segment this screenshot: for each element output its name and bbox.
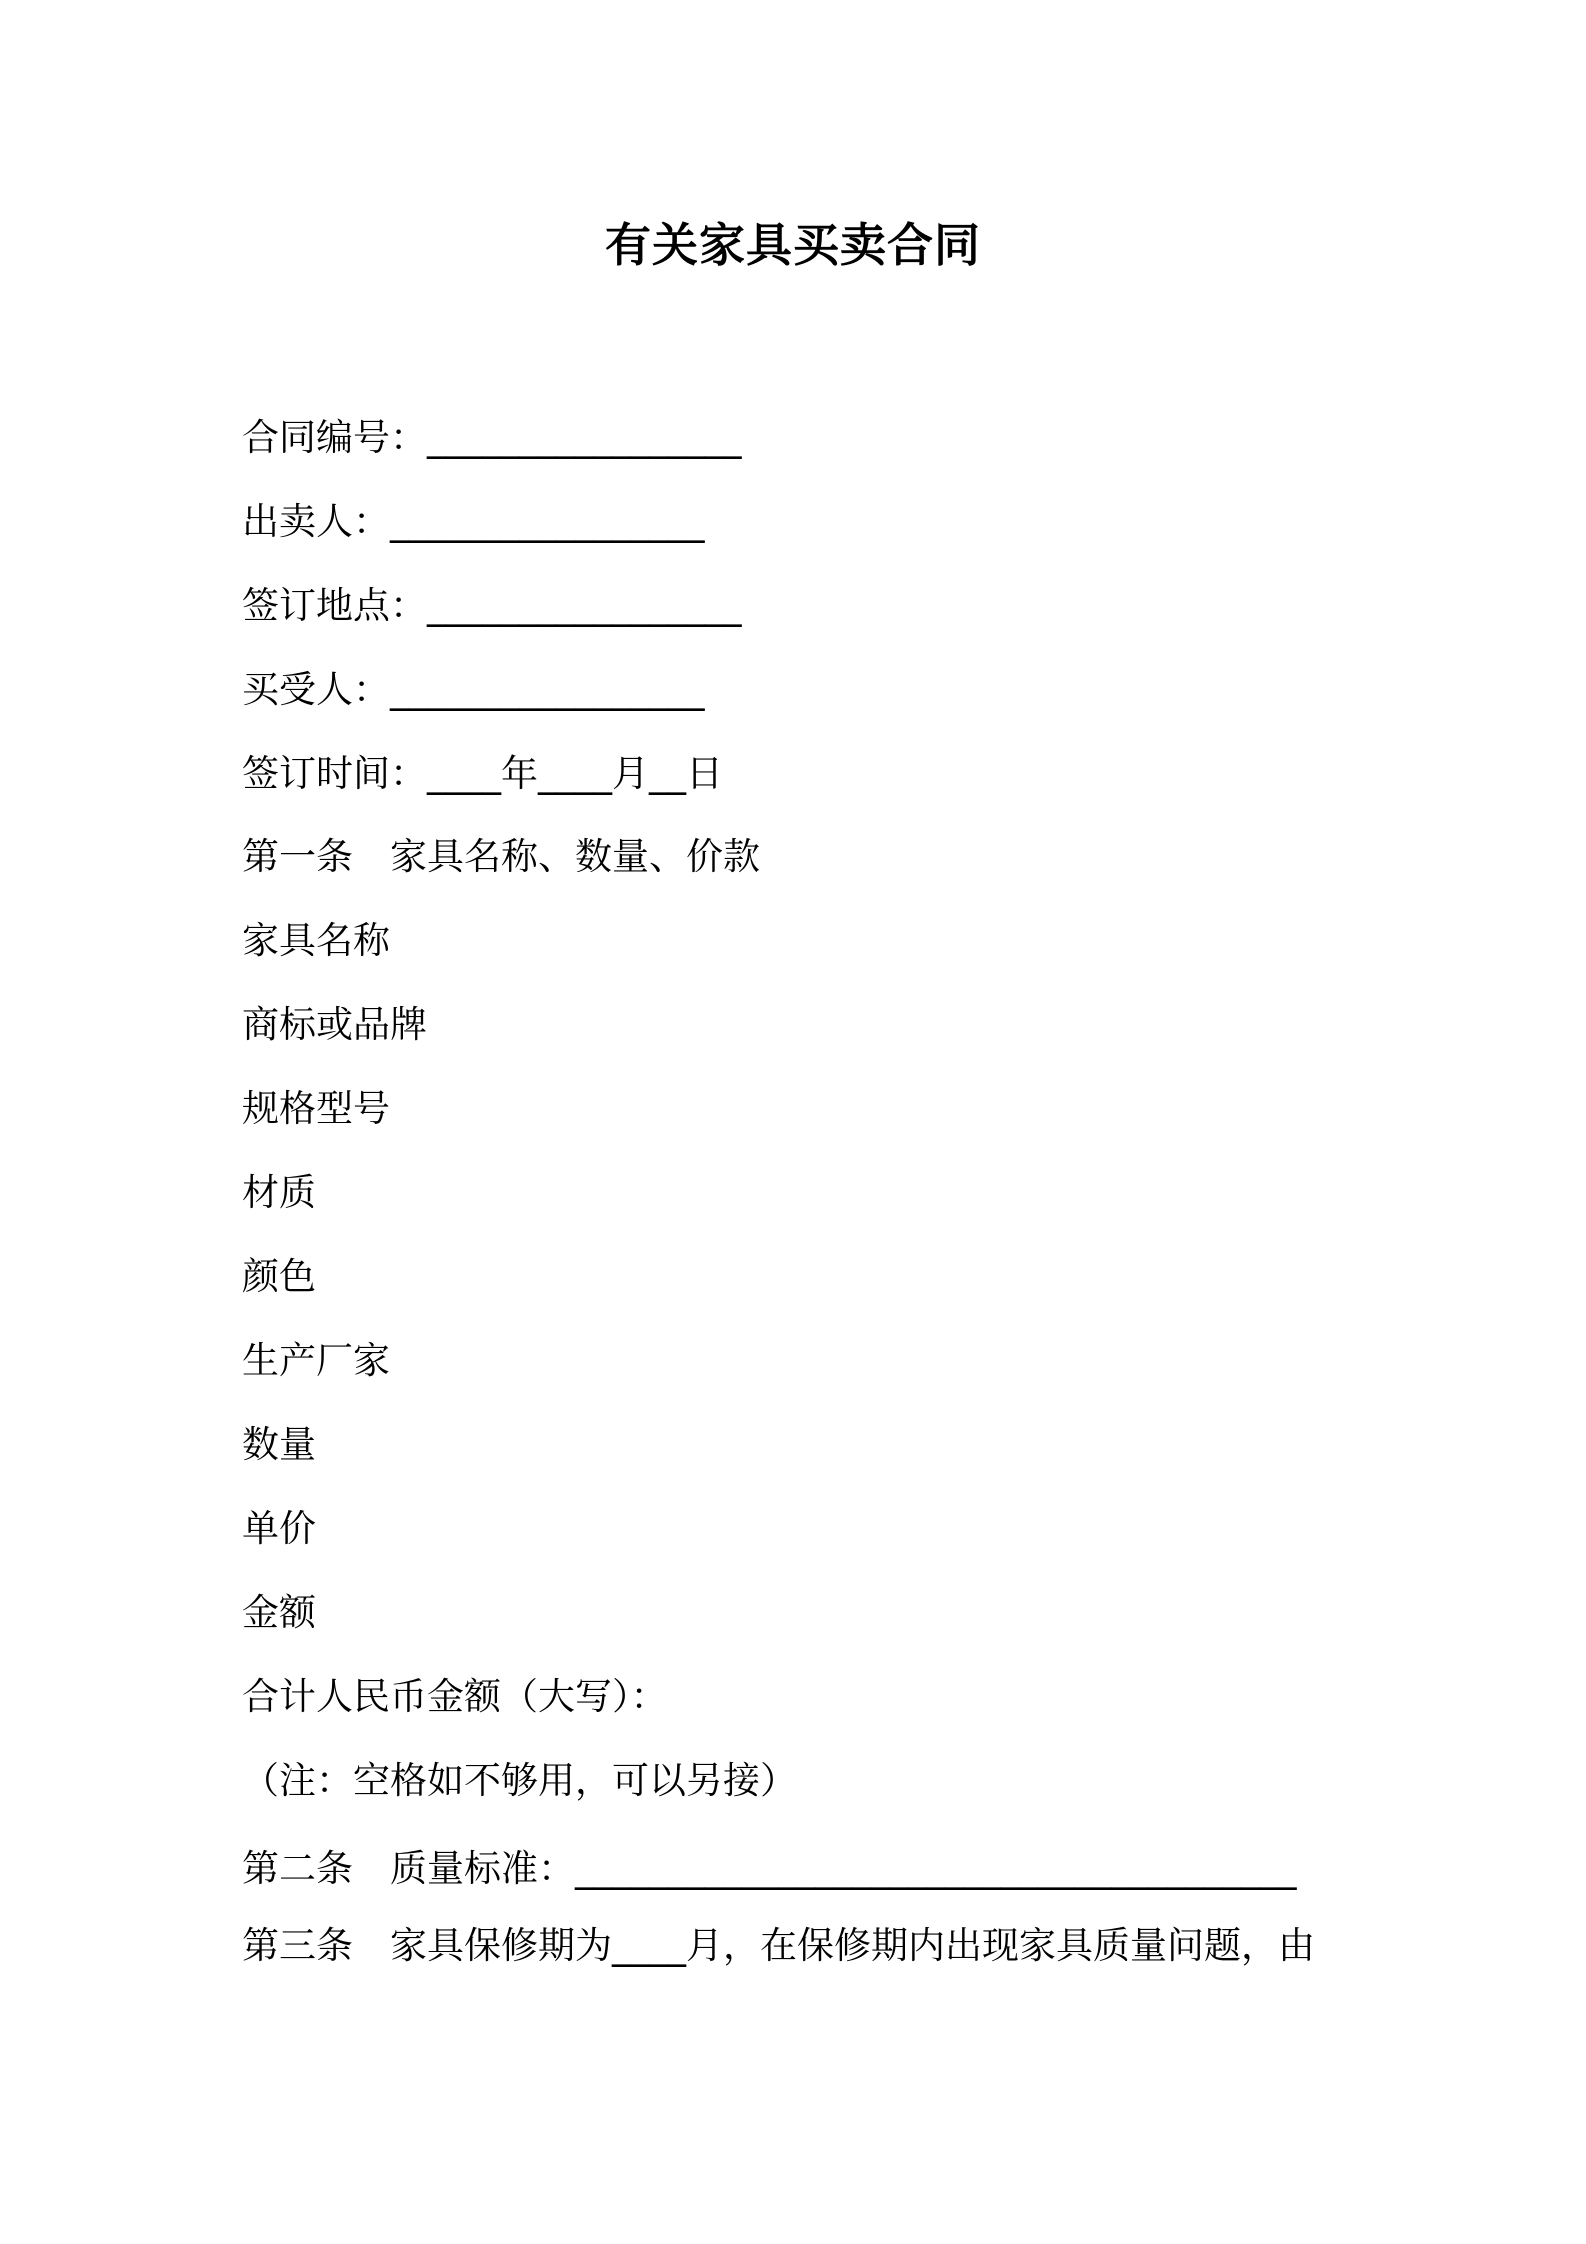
article-1-heading: 第一条 家具名称、数量、价款 <box>242 835 760 878</box>
total-amount-label: 合计人民币金额（大写）： <box>242 1675 668 1718</box>
article-1-item: 单价 <box>242 1507 316 1550</box>
contract-number-field: 合同编号：_________________ <box>242 416 742 459</box>
article-1-item: 家具名称 <box>242 919 390 962</box>
article-2-quality-standard: 第二条 质量标准：_______________________________________ <box>242 1847 1297 1890</box>
signing-date-field: 签订时间：____年____月__日 <box>242 752 723 795</box>
article-1-item: 商标或品牌 <box>242 1003 427 1046</box>
article-1-item: 生产厂家 <box>242 1339 390 1382</box>
article-1-item: 数量 <box>242 1423 316 1466</box>
article-1-item: 金额 <box>242 1591 316 1634</box>
buyer-field: 买受人：_________________ <box>242 668 705 711</box>
article-1-item: 颜色 <box>242 1255 316 1298</box>
note-text: （注：空格如不够用，可以另接） <box>242 1759 797 1802</box>
document-title: 有关家具买卖合同 <box>605 218 981 272</box>
article-1-item: 规格型号 <box>242 1087 390 1130</box>
signing-place-field: 签订地点：_________________ <box>242 584 742 627</box>
article-3-warranty: 第三条 家具保修期为____月，在保修期内出现家具质量问题，由 <box>242 1924 1315 1967</box>
seller-field: 出卖人：_________________ <box>242 500 705 543</box>
article-1-item: 材质 <box>242 1171 316 1214</box>
